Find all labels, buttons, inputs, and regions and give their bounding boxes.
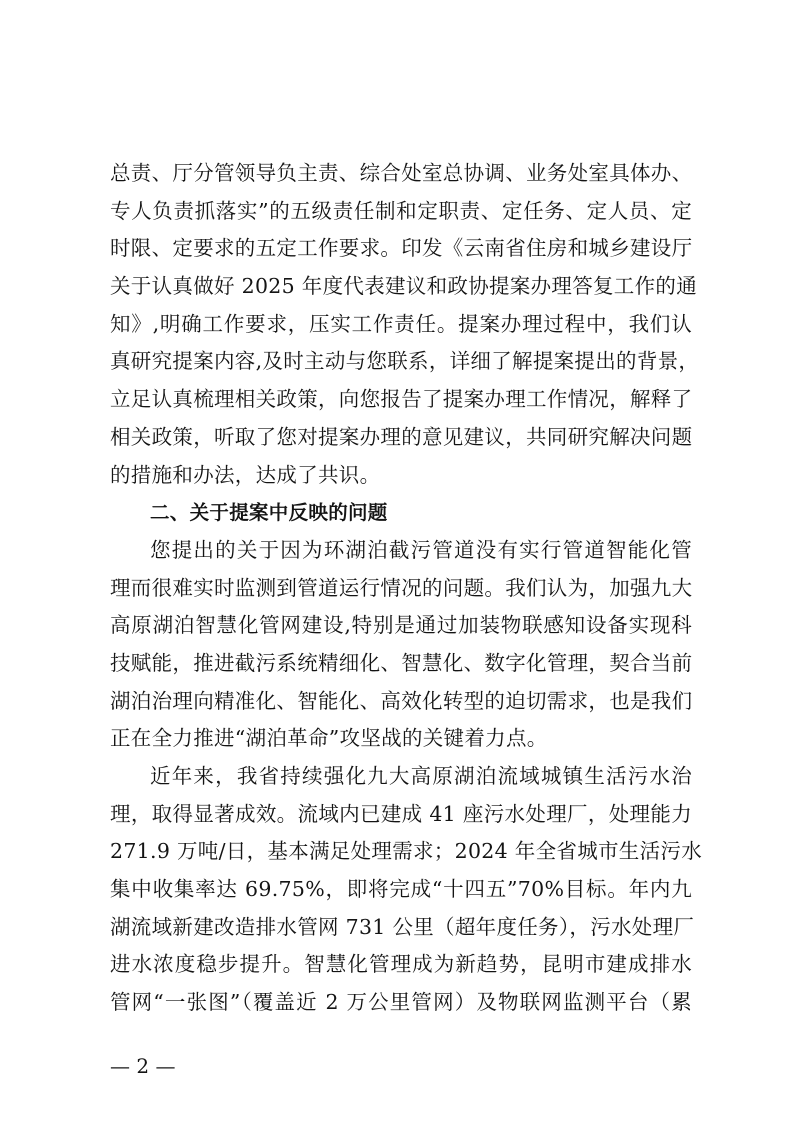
- paragraph-line: 关于认真做好 2025 年度代表建议和政协提案办理答复工作的通: [110, 274, 698, 299]
- paragraph-line: 理，取得显著成效。流域内已建成 41 座污水处理厂，处理能力: [110, 801, 692, 826]
- paragraph-line: 湖泊治理向精准化、智能化、高效化转型的迫切需求，也是我们: [110, 688, 693, 713]
- paragraph-line: 近年来，我省持续强化九大高原湖泊流域城镇生活污水治: [150, 764, 692, 788]
- paragraph-line: 正在全力推进“湖泊革命”攻坚战的关键着力点。: [110, 726, 548, 751]
- paragraph-line: 立足认真梳理相关政策，向您报告了提案办理工作情况，解释了: [110, 387, 693, 412]
- page-number: — 2 —: [110, 1054, 176, 1078]
- paragraph-line: 知》,明确工作要求，压实工作责任。提案办理过程中，我们认: [110, 311, 692, 336]
- paragraph-line: 湖流域新建改造排水管网 731 公里（超年度任务），污水处理厂: [110, 914, 695, 939]
- paragraph-line: 高原湖泊智慧化管网建设,特别是通过加装物联感知设备实现科: [110, 613, 692, 638]
- paragraph-line: 技赋能，推进截污系统精细化、智慧化、数字化管理，契合当前: [110, 650, 693, 675]
- paragraph-line: 集中收集率达 69.75%，即将完成“十四五”70%目标。年内九: [110, 877, 692, 902]
- paragraph-line: 理而很难实时监测到管道运行情况的问题。我们认为，加强九大: [110, 575, 693, 600]
- paragraph-line: 的措施和办法，达成了共识。: [110, 462, 381, 487]
- paragraph-line: 专人负责抓落实”的五级责任制和定职责、定任务、定人员、定: [110, 198, 692, 223]
- paragraph-line: 进水浓度稳步提升。智慧化管理成为新趋势，昆明市建成排水: [110, 952, 692, 977]
- body-text: [110, 155, 702, 1022]
- paragraph-line: 您提出的关于因为环湖泊截污管道没有实行管道智能化管: [150, 537, 692, 562]
- section-heading: 二、关于提案中反映的问题: [150, 501, 388, 525]
- paragraph-line: 总责、厅分管领导负主责、综合处室总协调、业务处室具体办、: [110, 161, 693, 185]
- paragraph-line: 271.9 万吨/日，基本满足处理需求；2024 年全省城市生活污水: [110, 839, 702, 864]
- paragraph-line: 真研究提案内容,及时主动与您联系，详细了解提案提出的背景，: [110, 349, 700, 374]
- paragraph-line: 时限、定要求的五定工作要求。印发《云南省住房和城乡建设厅: [110, 236, 693, 261]
- paragraph-line: 管网“一张图”（覆盖近 2 万公里管网）及物联网监测平台（累: [110, 990, 692, 1015]
- paragraph-line: 相关政策，听取了您对提案办理的意见建议，共同研究解决问题: [110, 424, 693, 449]
